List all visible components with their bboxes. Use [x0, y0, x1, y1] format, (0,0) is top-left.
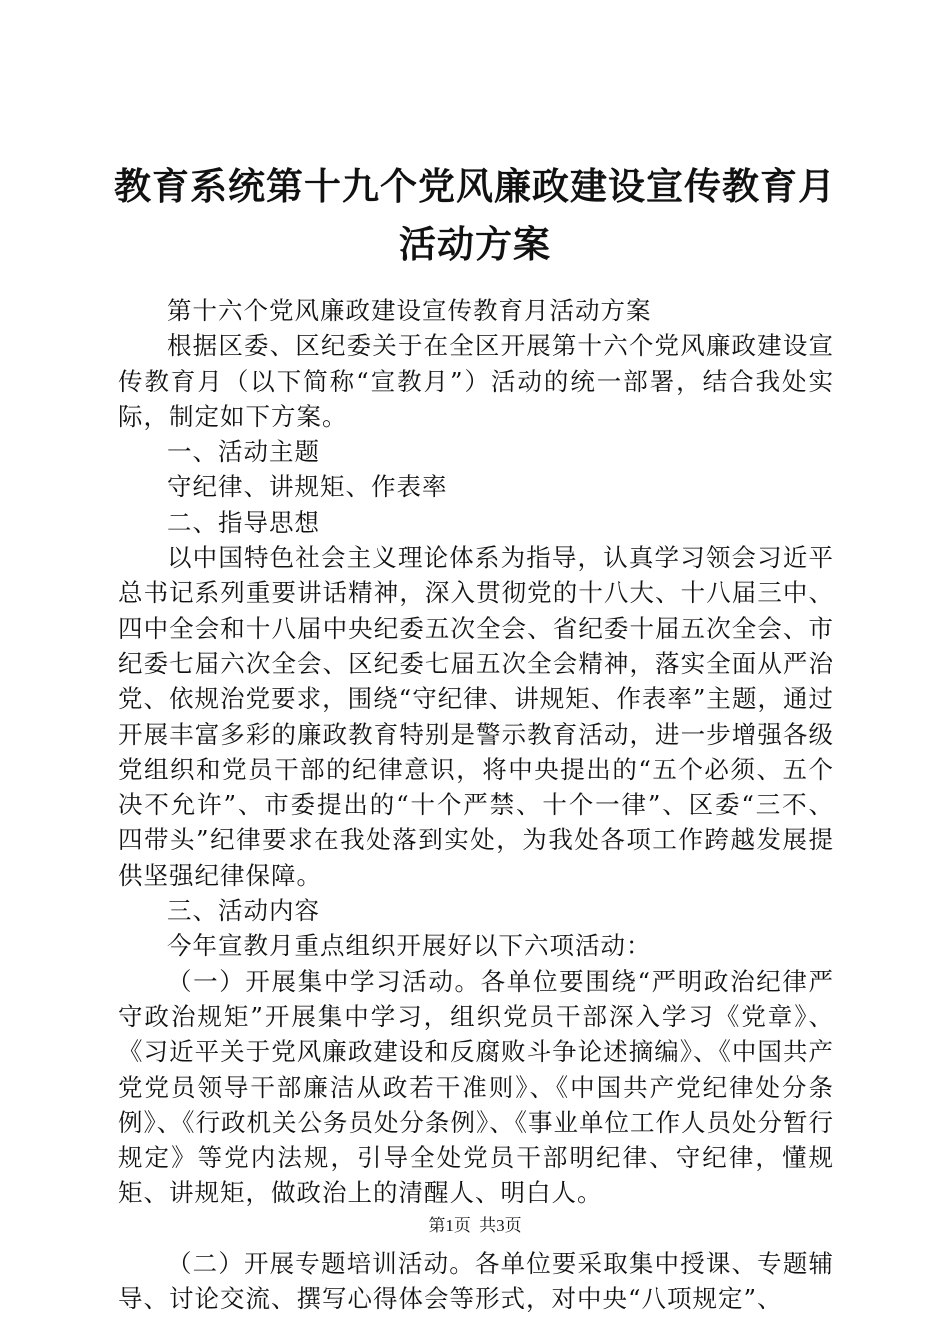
paragraph-intro: 根据区委、区纪委关于在全区开展第十六个党风廉政建设宣传教育月（以下简称“宣教月”）活动的统一部署，结合我处实际，制定如下方案。: [118, 331, 834, 431]
heading-guiding-thought: 二、指导思想: [167, 507, 320, 537]
heading-content: 三、活动内容: [167, 896, 320, 926]
page-footer: [0, 1215, 950, 1237]
paragraph-content-intro: 今年宣教月重点组织开展好以下六项活动：: [167, 931, 652, 961]
page-number: 第1页: [428, 1216, 471, 1235]
paragraph-subtitle: 第十六个党风廉政建设宣传教育月活动方案: [167, 296, 652, 325]
paragraph-activity-1: （一）开展集中学习活动。各单位要围绕“严明政治纪律严守政治规矩”开展集中学习，组织党员干部深入学习《党章》、《习近平关于党风廉政建设和反腐败斗争论述摘编》、《中国共产党党员领导干部廉洁从政若干准则》、《中国共产党纪律处分条例》、《行政机关公务员处分条例》、《事业单位工作人员处分暂行规定》等党内法规，引导全处党员干部明纪律、守纪律，懂规矩、讲规矩，做政治上的清醒人、明白人。: [118, 966, 834, 1208]
page-total: 共3页: [479, 1216, 522, 1235]
paragraph-guiding-thought: 以中国特色社会主义理论体系为指导，认真学习领会习近平总书记系列重要讲话精神，深入贯彻党的十八大、十八届三中、四中全会和十八届中央纪委五次全会、省纪委十届五次全会、市纪委七届六次全会、区纪委七届五次全会精神，落实全面从严治党、依规治党要求，围绕“守纪律、讲规矩、作表率”主题，通过开展丰富多彩的廉政教育特别是警示教育活动，进一步增强各级党组织和党员干部的纪律意识，将中央提出的“五个必须、五个决不允许”、市委提出的“十个严禁、十个一律”、区委“三不、四带头”纪律要求在我处落到实处，为我处各项工作跨越发展提供坚强纪律保障。: [118, 543, 834, 890]
heading-theme: 一、活动主题: [167, 437, 320, 467]
paragraph-theme: 守纪律、讲规矩、作表率: [167, 472, 448, 502]
document-title: 教育系统第十九个党风廉政建设宣传教育月活动方案: [114, 165, 836, 266]
paragraph-activity-2: （二）开展专题培训活动。各单位要采取集中授课、专题辅导、讨论交流、撰写心得体会等形式，对中央“八项规定”、: [118, 1248, 834, 1314]
document-body: [118, 293, 834, 1316]
